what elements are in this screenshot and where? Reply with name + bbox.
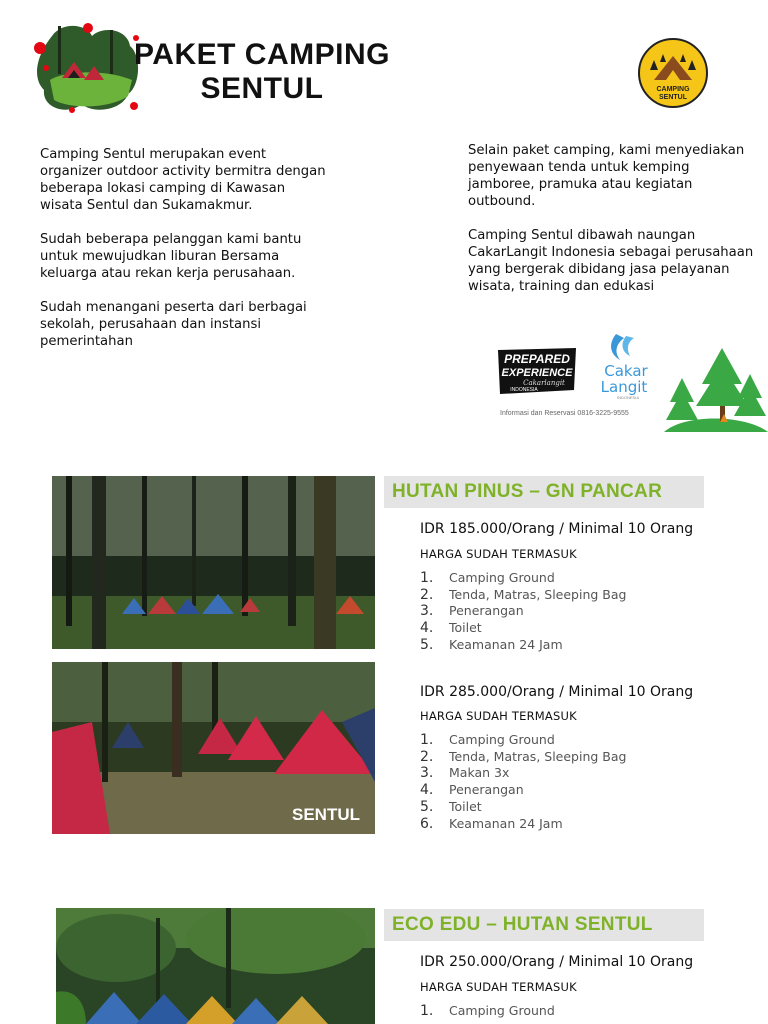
camping-sentul-logo: [638, 38, 708, 108]
package-price: IDR 285.000/Orang / Minimal 10 Orang: [420, 684, 694, 700]
intro-right-column: [468, 142, 758, 312]
page-title: [112, 38, 412, 106]
svg-text:Cakarlangit: Cakarlangit: [523, 379, 565, 387]
intro-paragraph: Sudah beberapa pelanggan kami bantu untuk mewujudkan liburan Bersama keluarga atau rekan kerja perusahaan.: [40, 232, 302, 281]
list-item: 3. Makan 3x: [420, 765, 510, 782]
includes-label: HARGA SUDAH TERMASUK: [420, 709, 577, 723]
intro-paragraph: Sudah menangani peserta dari berbagai sekolah, perusahaan dan instansi pemerintahan: [40, 300, 307, 349]
list-item: 1. Camping Ground: [420, 1003, 555, 1019]
list-item: 1. Camping Ground: [420, 570, 555, 586]
included-items-list: [420, 1003, 555, 1020]
red-tents-photo: [52, 662, 375, 834]
intro-paragraph: Selain paket camping, kami menyediakan penyewaan tenda untuk kemping jamboree, pramuka atau kegiatan outbound.: [468, 143, 745, 209]
package-price: IDR 250.000/Orang / Minimal 10 Orang: [420, 954, 694, 970]
section-title: HUTAN PINUS – GN PANCAR: [384, 476, 704, 508]
list-item: 3. Penerangan: [420, 603, 524, 620]
included-items-list: [420, 570, 626, 654]
reservation-info: Informasi dan Reservasi 0816-3225-9555: [500, 410, 629, 417]
includes-label: HARGA SUDAH TERMASUK: [420, 547, 577, 561]
list-item: 5. Toilet: [420, 798, 482, 815]
cakarlangit-logo: [586, 330, 660, 400]
list-item: 4. Penerangan: [420, 782, 524, 799]
eco-forest-photo: [56, 908, 375, 1024]
intro-paragraph: Camping Sentul merupakan event organizer outdoor activity bermitra dengan beberapa lokasi camping di Kawasan wisata Sentul dan Sukamakmur.: [40, 147, 326, 213]
svg-text:INDONESIA: INDONESIA: [616, 395, 640, 400]
intro-left-column: [40, 146, 330, 367]
list-item: 5. Keamanan 24 Jam: [420, 636, 563, 653]
list-item: 1. Camping Ground: [420, 732, 555, 748]
title-line-1: PAKET CAMPING: [134, 38, 390, 71]
title-line-2: SENTUL: [200, 72, 324, 105]
svg-text:Cakar: Cakar: [604, 362, 648, 380]
includes-label: HARGA SUDAH TERMASUK: [420, 980, 577, 994]
svg-text:EXPERIENCE: EXPERIENCE: [501, 367, 573, 379]
intro-paragraph: Camping Sentul dibawah naungan CakarLangit Indonesia sebagai perusahaan yang bergerak dibidang jasa pelayanan wisata, training dan edukasi: [468, 228, 754, 294]
list-item: 2. Tenda, Matras, Sleeping Bag: [420, 748, 627, 765]
package-price: IDR 185.000/Orang / Minimal 10 Orang: [420, 521, 694, 537]
prepared-experience-logo: [494, 346, 580, 398]
section-title: ECO EDU – HUTAN SENTUL: [384, 909, 704, 941]
svg-text:INDONESIA: INDONESIA: [510, 387, 538, 393]
logo-text: CAMPING SENTUL: [656, 86, 690, 101]
pine-trees-icon: [664, 344, 768, 432]
svg-text:Langit: Langit: [600, 378, 648, 396]
list-item: 4. Toilet: [420, 620, 482, 637]
list-item: 6. Keamanan 24 Jam: [420, 815, 563, 832]
photo-caption: SENTUL: [292, 805, 360, 824]
pine-forest-photo: [52, 476, 375, 649]
included-items-list: [420, 732, 626, 832]
svg-text:PREPARED: PREPARED: [504, 352, 570, 366]
list-item: 2. Tenda, Matras, Sleeping Bag: [420, 586, 627, 603]
